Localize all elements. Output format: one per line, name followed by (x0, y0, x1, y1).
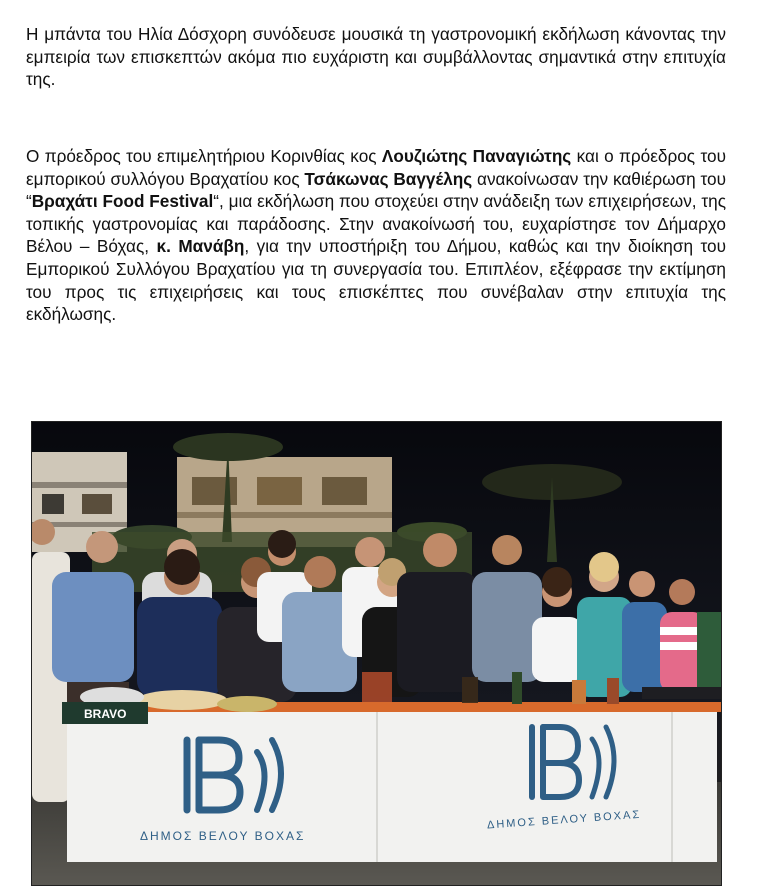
banner-text-right: ΔΗΜΟΣ ΒΕΛΟΥ ΒΟΧΑΣ (486, 808, 642, 832)
bravo-sign-text: BRAVO (84, 707, 127, 721)
jar (572, 680, 586, 704)
food-platter (137, 690, 227, 710)
event-photo-illustration (32, 422, 721, 885)
bold-festival-name: Βραχάτι Food Festival (31, 191, 214, 212)
bold-name-manavis: κ. Μανάβη (156, 236, 245, 257)
bold-name-tsakonas: Τσάκωνας Βαγγέλης (304, 168, 473, 189)
paragraph2-text-2: και ο πρόεδρος του εμπορικού συλλόγου Βραχατίου κος (26, 146, 726, 189)
bravo-sign (62, 702, 148, 724)
paragraph2-text-3: ανακοίνωσαν την καθιέρωση του “ (26, 168, 726, 212)
paragraph2-text-5: , για την υποστήριξη του Δήμου, καθώς και την διοίκηση του Εμπορικού Συλλόγου Βραχατίου για τη συνεργασία του. Επιπλέον, εξέφρασε την εκτίμηση του προς τις επιχειρήσεις και τους επισκέπτες που συνέβαλαν στην επιτυχία της εκδήλωσης. (26, 236, 727, 325)
paragraph-band: Η μπάντα του Ηλία Δόσχορη συνόδευσε μουσικά τη γαστρονομική εκδήλωση κάνοντας την εμπειρία των επισκεπτών ακόμα πιο ευχάριστη και συμβάλλοντας σημαντικά στην επιτυχία της. (26, 24, 726, 90)
jar (462, 677, 478, 703)
jar-tray (642, 687, 721, 699)
banner-text-left: ΔΗΜΟΣ ΒΕΛΟΥ ΒΟΧΑΣ (140, 829, 306, 843)
paragraph2-text-4: “, μια εκδήλωση που στοχεύει στην ανάδειξη των επιχειρήσεων, της τοπικής γαστρονομίας και παράδοσης. Στην ανακοίνωσή του, ευχαρίστησε τον Δήμαρχο Βέλου – Βόχας, (26, 191, 727, 257)
food-dish (362, 672, 392, 702)
paragraph-festival-announcement (26, 145, 726, 326)
bold-name-louziotis: Λουζιώτης Παναγιώτης (381, 146, 572, 166)
event-photo (31, 421, 722, 886)
paragraph2-text-1: Ο πρόεδρος του επιμελητήριου Κορινθίας κος (26, 146, 382, 166)
bottle (512, 672, 522, 704)
food-platter (217, 696, 277, 712)
bottle (607, 678, 619, 704)
person (697, 612, 721, 697)
